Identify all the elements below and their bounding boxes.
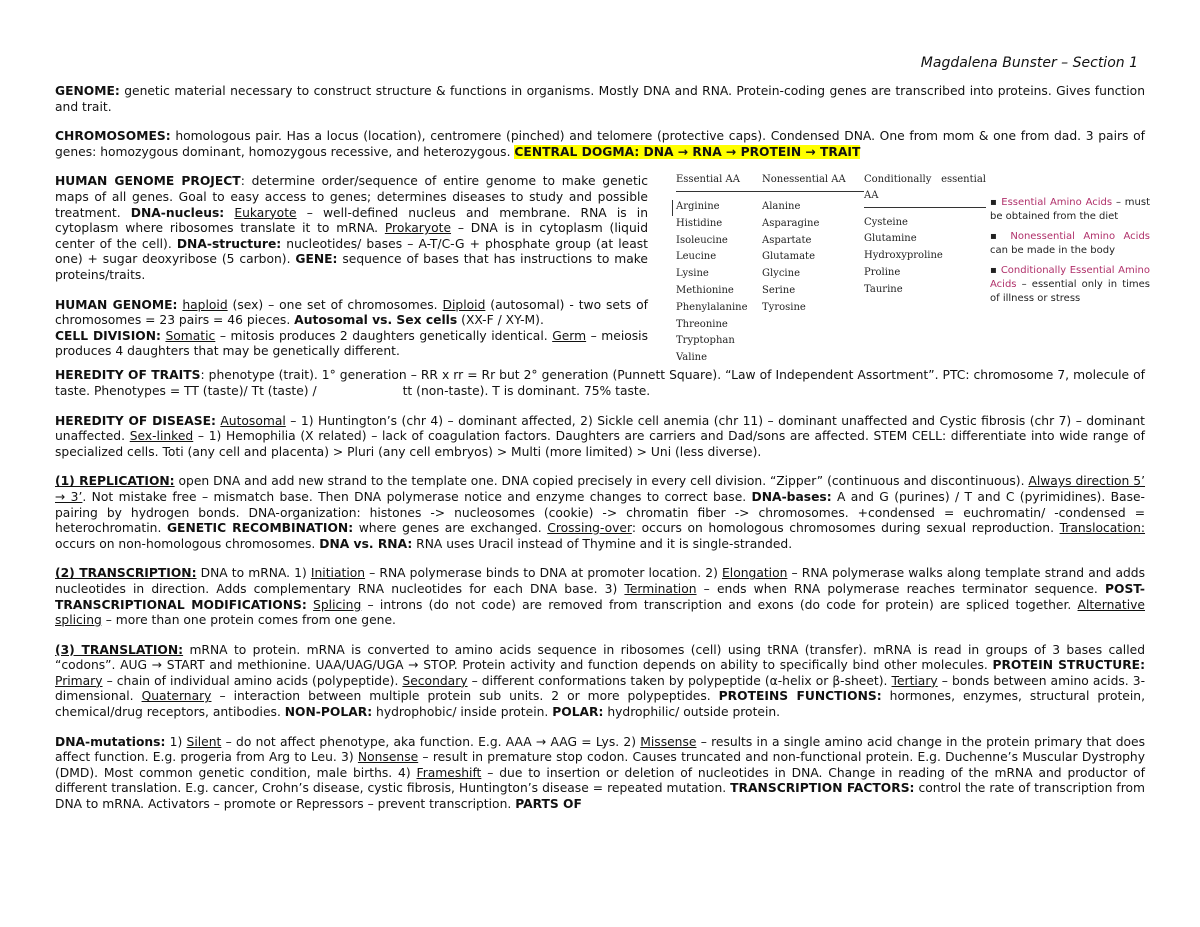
transcription-paragraph <box>55 566 1145 628</box>
text: occurs on non-homologous chromosomes. <box>55 536 320 551</box>
amino-acid-item: Asparagine <box>762 217 820 229</box>
amino-acid-item: Serine <box>762 284 796 296</box>
amino-acid-item: Valine <box>676 352 708 364</box>
central-dogma-highlight: CENTRAL DOGMA: DNA → RNA → PROTEIN → TRAIT <box>514 144 861 159</box>
term: Primary <box>55 673 103 688</box>
term: NON-POLAR: <box>284 705 373 720</box>
term: Quaternary <box>141 689 212 704</box>
essential-aa-column <box>676 172 762 367</box>
conditional-aa-list <box>864 215 986 299</box>
text: (XX-F / XY-M). <box>457 313 544 328</box>
text: DNA to mRNA. 1) <box>196 566 311 581</box>
amino-acid-item: Glutamate <box>762 251 815 263</box>
amino-acid-item: Lysine <box>676 268 709 280</box>
term: Sex-linked <box>129 429 194 444</box>
term: HUMAN GENOME PROJECT <box>55 174 241 189</box>
text: : occurs on homologous chromosomes during sexual reproduction. <box>631 521 1060 536</box>
text: 1) <box>165 734 187 749</box>
chromosomes-paragraph <box>55 129 1145 160</box>
note-text: – must be obtained from the diet <box>990 197 1150 223</box>
text: – results in a single amino acid change in the protein primary that does affect function. E.g. progeria from Arg to Leu. 3) <box>55 734 1145 765</box>
text: hydrophobic/ inside protein. <box>372 705 553 720</box>
note-essential: ▪ Essential Amino Acids – must be obtained from the diet <box>990 197 1150 223</box>
amino-acid-item: Tryptophan <box>676 335 735 347</box>
translation-paragraph <box>55 643 1145 721</box>
text: RNA uses Uracil instead of Thymine and it is single-stranded. <box>412 536 793 551</box>
genome-project-paragraph <box>55 174 648 283</box>
term: PARTS OF <box>515 797 582 812</box>
amino-acid-item: Proline <box>864 266 901 278</box>
amino-acid-item: Aspartate <box>762 234 812 246</box>
amino-acid-item: Tyrosine <box>762 301 806 313</box>
left-column <box>55 174 648 364</box>
term: DNA-mutations: <box>55 734 166 749</box>
column-header: Conditionally essential AA <box>864 172 986 207</box>
notes-body <box>55 84 1150 827</box>
term: CHROMOSOMES: <box>55 129 171 144</box>
column-header: Nonessential AA <box>762 172 864 192</box>
term: Eukaryote <box>234 205 297 220</box>
term: TRANSCRIPTION FACTORS: <box>730 781 915 796</box>
note-nonessential: ▪ Nonessential Amino Acids can be made in the body <box>990 231 1150 257</box>
term: Somatic <box>165 328 216 343</box>
text: – RNA polymerase walks along template strand and adds nucleotides in direction. Adds complementary RNA nucleotides for each DNA base. 3) <box>55 566 1145 596</box>
text: – RNA polymerase binds to DNA at promoter location. 2) <box>365 566 723 581</box>
note-title: Nonessential Amino Acids <box>1010 231 1150 243</box>
text: – result in premature stop codon. Causes truncated and non-functional protein. E.g. Duchenne’s Muscular Dystrophy (DMD). Most common genetic condition, male births. 4) <box>55 750 1145 780</box>
term: Alternative splicing <box>55 597 1145 628</box>
text: – meiosis produces 4 daughters that may be genetically different. <box>55 328 648 359</box>
term: (3) TRANSLATION: <box>55 642 184 657</box>
text: – bonds between amino acids. 3-dimensional. <box>55 673 1146 704</box>
term: Silent <box>186 734 222 749</box>
amino-acid-item: Cysteine <box>864 216 908 228</box>
text: : phenotype (trait). 1° generation – RR x rr = Rr but 2° generation (Punnett Square). “Law of Independent Assortment”. PTC: chromosome 7, molecule of taste. Phenotypes = TT (taste)/ Tt (taste) / <box>55 368 1146 398</box>
text: genetic material necessary to construct structure & functions in organisms. Mostly DNA and RNA. Protein-coding genes are transcribed into proteins. Gives function and trait. <box>55 84 1145 114</box>
text: – 1) Huntington’s (chr 4) – dominant affected, 2) Sickle cell anemia (chr 11) – dominant unaffected and Cystic fibrosis (chr 7) – dominant unaffected. <box>55 413 1145 444</box>
amino-acid-item: Arginine <box>676 200 720 212</box>
text: . Not mistake free – mismatch base. Then DNA polymerase notice and enzyme changes to correct base. <box>82 489 752 504</box>
text: – interaction between multiple protein sub units. 2 or more polypeptides. <box>211 689 719 704</box>
term: Always direction 5’ → 3’ <box>55 474 1146 504</box>
note-conditional: ▪ Conditionally Essential Amino Acids – essential only in times of illness or stress <box>990 265 1150 305</box>
amino-acid-item: Methionine <box>676 284 734 296</box>
text: (sex) – one set of chromosomes. <box>227 297 443 312</box>
text: – do not affect phenotype, aka function. E.g. AAA → AAG = Lys. 2) <box>221 734 641 749</box>
text: mRNA to protein. mRNA is converted to amino acids sequence in ribosomes (cell) using tRNA (transfer). mRNA is read in groups of 3 bases called “codons”. AUG → START and methionine. UAA/UAG/UGA → STOP. Protein activity and function depends on ability to specifically bind other molecules. <box>55 642 1145 673</box>
term: PROTEINS FUNCTIONS: <box>718 689 882 704</box>
amino-acid-item: Isoleucine <box>676 234 728 246</box>
genome-project-row <box>55 174 1150 364</box>
human-genome-paragraph <box>55 298 648 360</box>
text: nucleotides/ bases – A-T/C-G + phosphate group (at least one) + sugar deoxyribose (5 carbon). <box>55 236 648 267</box>
text: – 1) Hemophilia (X related) – lack of coagulation factors. Daughters are carriers and Dad/sons are affected. STEM CELL: differentiate into wide range of specialized cells. Toti (any cell and placenta) > Pluri (any cell embryos) > Multi (more limited) > Uni (less diverse). <box>55 429 1145 459</box>
note-title: Conditionally Essential Amino Acids <box>990 265 1150 291</box>
nonessential-aa-column <box>762 172 864 316</box>
amino-acid-item: Histidine <box>676 217 723 229</box>
text: – ends when RNA polymerase reaches terminator sequence. <box>696 581 1105 596</box>
author-header: Magdalena Bunster – Section 1 <box>920 55 1138 71</box>
text: – different conformations taken by polypeptide (α-helix or β-sheet). <box>467 673 892 688</box>
heredity-traits-paragraph <box>55 368 1145 399</box>
term: Frameshift <box>416 765 482 780</box>
text: – more than one protein comes from one gene. <box>101 613 396 628</box>
term: HEREDITY OF TRAITS <box>55 368 201 383</box>
term: Elongation <box>722 566 788 581</box>
term: (1) REPLICATION: <box>55 474 175 489</box>
term: DNA vs. RNA: <box>319 536 413 551</box>
term: Translocation: <box>1059 521 1146 536</box>
term: Splicing <box>313 597 362 612</box>
term: (2) TRANSCRIPTION: <box>55 566 197 581</box>
term: HUMAN GENOME: <box>55 297 178 312</box>
term: DNA-nucleus: <box>130 205 225 220</box>
term: PROTEIN STRUCTURE: <box>992 658 1145 673</box>
text: control the rate of transcription from DNA to mRNA. Activators – promote or Repressors – prevent transcription. <box>55 781 1145 812</box>
term: haploid <box>182 297 228 312</box>
table-bracket <box>672 200 673 216</box>
term: POST-TRANSCRIPTIONAL MODIFICATIONS: <box>55 581 1145 612</box>
note-title: Essential Amino Acids <box>1001 197 1113 209</box>
amino-acid-item: Hydroxyproline <box>864 250 943 262</box>
text: open DNA and add new strand to the template one. DNA copied precisely in every cell division. “Zipper” (continuous and discontinuous). <box>174 474 1029 489</box>
term: GENE: <box>295 252 338 267</box>
term: Diploid <box>442 297 486 312</box>
amino-acid-figure <box>662 172 1150 364</box>
text: – well-defined nucleus and membrane. RNA is in cytoplasm where ribosomes translate it to mRNA. <box>55 205 648 236</box>
text: A and G (purines) / T and C (pyrimidines). Base-pairing by hydrogen bonds. DNA-organization: histones -> nucleosomes (cookie) -> chromatin fiber -> chromosomes. +condensed = euchromatin/ -condensed = heterochromatin. <box>55 489 1145 536</box>
text: hormones, enzymes, structural protein, chemical/drug receptors, antibodies. <box>55 689 1145 720</box>
amino-acid-item: Glutamine <box>864 233 917 245</box>
term: Termination <box>624 581 697 596</box>
term: GENETIC RECOMBINATION: <box>166 521 354 536</box>
mutations-paragraph <box>55 735 1145 813</box>
column-header: Essential AA <box>676 172 762 192</box>
text: – chain of individual amino acids (polypeptide). <box>102 673 403 688</box>
term: Autosomal vs. Sex cells <box>294 313 458 328</box>
amino-acid-item: Phenylalanine <box>676 301 748 313</box>
text: – mitosis produces 2 daughters genetically identical. <box>215 328 553 343</box>
term: Initiation <box>310 566 366 581</box>
text: – due to insertion or deletion of nucleotides in DNA. Change in reading of the mRNA and productor of different translation. E.g. cancer, Crohn’s disease, cystic fibrosis, Huntington’s disease = repeated mutation. <box>55 765 1146 796</box>
term: Nonsense <box>357 750 419 765</box>
term: HEREDITY OF DISEASE: <box>55 413 216 428</box>
text: (autosomal) - two sets of chromosomes = 23 pairs = 46 pieces. <box>55 297 648 328</box>
text <box>224 206 234 220</box>
nonessential-aa-list <box>762 199 864 317</box>
amino-acid-notes <box>990 196 1150 312</box>
term: POLAR: <box>552 705 604 720</box>
term: Autosomal <box>220 413 286 428</box>
term: Tertiary <box>891 673 938 688</box>
note-text: – essential only in times of illness or stress <box>990 279 1150 305</box>
genome-paragraph <box>55 84 1145 115</box>
term: Crossing-over <box>547 521 632 536</box>
term: Missense <box>640 734 697 749</box>
term: DNA-structure: <box>176 236 282 251</box>
note-text: can be made in the body <box>990 245 1115 257</box>
text: sequence of bases that has instructions to make proteins/traits. <box>55 252 648 282</box>
text: – DNA is in cytoplasm (liquid center of the cell). <box>55 221 648 251</box>
amino-acid-item: Leucine <box>676 251 717 263</box>
text: – introns (do not code) are removed from transcription and exons (do code for protein) are spliced together. <box>361 597 1078 612</box>
text: where genes are exchanged. <box>353 521 548 536</box>
text: hydrophilic/ outside protein. <box>603 705 781 720</box>
amino-acid-item: Taurine <box>864 283 903 295</box>
text: tt (non-taste). T is dominant. 75% taste. <box>402 383 651 398</box>
term: Secondary <box>402 673 468 688</box>
amino-acid-item: Alanine <box>762 200 801 212</box>
term: Prokaryote <box>384 221 452 236</box>
term: Germ <box>552 328 587 343</box>
text: homologous pair. Has a locus (location), centromere (pinched) and telomere (protective caps). Condensed DNA. One from mom & one from dad. 3 pairs of genes: homozygous dominant, homozygous recessive, and heterozygous. <box>55 129 1145 159</box>
term: DNA-bases: <box>751 489 832 504</box>
conditional-aa-column <box>864 172 986 298</box>
essential-aa-list <box>676 199 762 367</box>
heredity-disease-paragraph <box>55 414 1145 461</box>
term: GENOME: <box>55 84 120 98</box>
amino-acid-item: Threonine <box>676 318 728 330</box>
term: CELL DIVISION: <box>55 328 161 343</box>
amino-acid-item: Glycine <box>762 268 800 280</box>
replication-paragraph <box>55 474 1145 552</box>
text: : determine order/sequence of entire genome to make genetic maps of all genes. Goal to easy access to genes; determines diseases to study and possible treatment. <box>55 174 648 220</box>
